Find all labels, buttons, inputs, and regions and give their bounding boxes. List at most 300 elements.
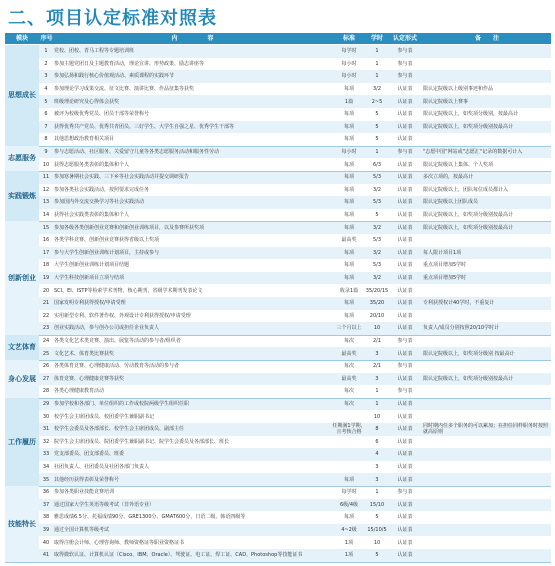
row-standard: 每小时 — [341, 73, 357, 80]
row-remark: "志愿中国"网站或"志愿汇"记录的数据可计入 — [423, 149, 523, 156]
row-standard: 每项 — [343, 224, 354, 231]
row-remark — [423, 398, 549, 411]
row-standard: 每次 — [343, 401, 354, 408]
table-row — [39, 461, 551, 474]
row-content: 参与大学生创新创业训练计划项目，主持或参与 — [54, 249, 160, 256]
row-content: 体育竞赛、心理健康竞赛等获奖 — [54, 375, 125, 382]
row-standard: 4~2级 — [341, 527, 357, 534]
row-standard: 每学时 — [341, 48, 357, 55]
row-standard: 每项 — [343, 514, 354, 521]
row-credit: 6 — [375, 438, 379, 445]
row-content: 各类学科竞赛、创新创业竞赛获得省级以上奖项 — [54, 237, 160, 244]
row-remark — [423, 58, 549, 71]
row-form: 认证表 — [397, 514, 413, 521]
row-form: 认证表 — [397, 111, 413, 118]
row-remark: 同时期内任多个职务的可以累加；在担任同样职务时按照就高原则 — [423, 423, 549, 436]
row-remark — [423, 335, 549, 348]
row-content: 班级理论研究及心得体会获奖 — [54, 98, 120, 105]
row-form: 认证表 — [397, 98, 413, 105]
table-row — [39, 70, 551, 83]
table-row — [39, 121, 551, 134]
row-remark — [423, 524, 549, 537]
table-row — [39, 486, 551, 499]
row-form: 认证表 — [397, 86, 413, 93]
row-credit: 1 — [375, 388, 379, 395]
row-credit: 5 — [375, 111, 379, 118]
row-credit: 15/10/5 — [367, 527, 387, 534]
row-remark — [423, 549, 549, 562]
row-credit: 3 — [375, 375, 379, 382]
row-form: 认证表 — [397, 375, 413, 382]
category-cell: 实践锻炼 — [5, 171, 39, 221]
row-form: 认证表 — [397, 539, 413, 546]
row-number: 8 — [44, 136, 48, 143]
table-row — [39, 95, 551, 108]
row-content: 参加主题党团日及主题教育活动，理论宣讲、形势政策、励志讲座等 — [54, 60, 205, 67]
section-divider — [5, 360, 551, 361]
section-divider — [5, 398, 551, 399]
header-credit: 学时 — [370, 35, 383, 42]
row-number: 38 — [42, 514, 50, 521]
row-number: 15 — [42, 224, 50, 231]
row-content: 参加各级各类创新创业竞赛和创新创业训练项目，以及参赛所获奖项 — [54, 224, 205, 231]
row-content: 其他思想政治教育相关项目 — [54, 136, 115, 143]
row-number: 25 — [42, 350, 50, 357]
row-standard: 每次 — [343, 388, 354, 395]
row-number: 20 — [42, 287, 50, 294]
row-credit: 3 — [375, 476, 379, 483]
table-row — [39, 524, 551, 537]
row-content: 实用新型专利、软件著作权、外观设计专利获得授权/申请受理 — [54, 312, 191, 319]
row-remark — [423, 360, 549, 373]
section-divider — [5, 335, 551, 336]
row-form: 认证表 — [397, 186, 413, 193]
row-remark — [423, 499, 549, 512]
row-standard: 最高奖 — [341, 350, 357, 357]
row-number: 21 — [42, 300, 50, 307]
row-form: 认证表 — [397, 438, 413, 445]
row-standard: 每项 — [343, 123, 354, 130]
row-standard: 每项 — [343, 212, 354, 219]
row-content: 通过国家大学生英语等级考试（非外语专业） — [54, 501, 155, 508]
row-content: 国家发明专利获得授权/申请受理 — [54, 300, 126, 307]
row-content: 校学生会委员及各部部长、校学生会主席团成员、副部主任 — [54, 426, 185, 433]
row-standard: 每小时 — [341, 60, 357, 67]
table-row — [39, 473, 551, 486]
table-row — [39, 108, 551, 121]
row-standard: 最高奖 — [341, 237, 357, 244]
row-credit: 10 — [373, 325, 381, 332]
row-form: 认证表 — [397, 552, 413, 559]
row-number: 29 — [42, 401, 50, 408]
category-cell: 思想成长 — [5, 45, 39, 146]
row-number: 9 — [44, 149, 48, 156]
row-number: 4 — [44, 86, 48, 93]
row-remark — [423, 133, 549, 146]
row-credit: 10 — [373, 413, 381, 420]
row-standard: 每项 — [343, 199, 354, 206]
row-number: 39 — [42, 527, 50, 534]
row-credit: 5/3 — [372, 174, 382, 181]
row-content: 参加理论学习成果交流、征文比赛、演讲比赛、作品征集等获奖 — [54, 86, 195, 93]
row-number: 19 — [42, 275, 50, 282]
standards-table — [5, 33, 551, 564]
table-row — [39, 284, 551, 297]
row-credit: 5/3 — [372, 262, 382, 269]
row-content: 党支部委员、团支部委员、班委 — [54, 451, 125, 458]
row-credit: 2/1 — [372, 338, 382, 345]
row-content: 大学生科技创新项目立项与结项 — [54, 275, 125, 282]
section-divider — [5, 171, 551, 172]
row-remark: 限认定院级以上，如奖项分级别按最高计 — [423, 224, 514, 231]
row-standard: 三个月以上 — [336, 325, 362, 332]
header-content: 内 容 — [171, 35, 214, 42]
row-standard: 每次 — [343, 338, 354, 345]
row-remark: 每人限计项目1项 — [423, 249, 462, 256]
row-number: 37 — [42, 501, 50, 508]
row-content: SCI、EI、ISTP等检索学术刊物、核心期刊、省级学术期刊发表论文 — [54, 287, 203, 294]
row-number: 28 — [42, 388, 50, 395]
section-divider — [5, 562, 551, 563]
row-number: 11 — [42, 174, 50, 181]
row-standard: 每项 — [343, 111, 354, 118]
table-row — [39, 398, 551, 411]
row-number: 34 — [42, 464, 50, 471]
row-remark — [423, 436, 549, 449]
row-content: 参加寒暑期社会实践、三下乡等社会实践活动并提交调研报告 — [54, 174, 190, 181]
row-number: 31 — [42, 426, 50, 433]
row-content: 取得注册会计师、心理咨询师、教师资格证等职业资格证书 — [54, 539, 185, 546]
row-standard — [331, 410, 367, 423]
row-standard — [331, 461, 367, 474]
row-credit: 1 — [375, 48, 379, 55]
row-standard: 每项 — [343, 86, 354, 93]
row-credit: 10 — [373, 539, 381, 546]
table-row — [39, 347, 551, 360]
row-form: 认证表 — [397, 237, 413, 244]
table-row — [39, 536, 551, 549]
row-content: 校学生会主席团成员、校团委学生兼职副书记 — [54, 413, 155, 420]
row-number: 16 — [42, 237, 50, 244]
table-row — [39, 549, 551, 562]
header-remark: 备 注 — [474, 35, 499, 42]
row-credit: 3/2 — [372, 186, 382, 193]
row-form: 认证表 — [397, 275, 413, 282]
row-form: 认证表 — [397, 161, 413, 168]
row-content: 取得微软认证、计算机认证（Cisco、IBM、Oracle）、驾驶证、电工证、焊工证、CAD、Photoshop等技能证书 — [54, 552, 303, 559]
row-number: 41 — [42, 552, 50, 559]
row-form: 认证表 — [397, 413, 413, 420]
row-remark: 限认定院级以上，如奖项分级别按最高计 — [423, 375, 514, 382]
row-number: 18 — [42, 262, 50, 269]
table-row — [39, 45, 551, 58]
row-credit: 3 — [375, 464, 379, 471]
row-form: 认证表 — [397, 174, 413, 181]
row-content: 大学生创新创业训练计划项目结题 — [54, 262, 130, 269]
row-remark: 负责人/成员分别按照20/10学时计 — [423, 325, 500, 332]
row-credit: 5/3 — [372, 237, 382, 244]
row-standard: 最高奖 — [341, 375, 357, 382]
row-standard: 每项 — [343, 262, 354, 269]
row-form: 参与表 — [397, 73, 413, 80]
table-row — [39, 335, 551, 348]
row-form: 认证表 — [397, 401, 413, 408]
header-standard: 标准 — [342, 35, 355, 42]
page-title: 二、项目认定标准对照表 — [8, 8, 217, 29]
table-row — [39, 499, 551, 512]
row-remark — [423, 486, 549, 499]
table-row — [39, 272, 551, 285]
row-number: 26 — [42, 363, 50, 370]
row-credit: 2/1 — [372, 363, 382, 370]
row-content: 创业实践活动，参与创办公司或担任企业负责人 — [54, 325, 160, 332]
row-number: 13 — [42, 199, 50, 206]
row-form: 参与表 — [397, 388, 413, 395]
row-content: 参加国内外交流交换学习等社会实践活动 — [54, 199, 145, 206]
row-content: 其他经历获得表彰及荣誉称号 — [54, 476, 120, 483]
row-credit: 8 — [375, 426, 379, 433]
table-row — [39, 83, 551, 96]
row-remark: 限认定院级以上，如奖项分级别按最高计 — [423, 123, 514, 130]
row-form: 认证表 — [397, 123, 413, 130]
row-form: 参与表 — [397, 48, 413, 55]
row-form: 认证表 — [397, 312, 413, 319]
row-form: 认证表 — [397, 212, 413, 219]
row-number: 17 — [42, 249, 50, 256]
header-form: 认定形式 — [392, 35, 417, 42]
row-remark — [423, 473, 549, 486]
table-row — [39, 247, 551, 260]
row-content: 参加弘扬和践行核心价值观活动、素质课程的实践环节 — [54, 73, 175, 80]
row-credit: 20/10 — [369, 312, 385, 319]
row-form: 认证表 — [397, 464, 413, 471]
row-remark: 重点项目增加5学时 — [423, 275, 467, 282]
table-row — [39, 146, 551, 159]
row-remark — [423, 310, 549, 323]
table-row — [39, 436, 551, 449]
row-number: 12 — [42, 186, 50, 193]
row-form: 认证表 — [397, 199, 413, 206]
row-number: 3 — [44, 73, 48, 80]
table-row — [39, 171, 551, 184]
row-form: 认证表 — [397, 527, 413, 534]
row-form: 参与表 — [397, 60, 413, 67]
row-remark: 重点项目增加5学时 — [423, 262, 467, 269]
row-standard: 每项 — [343, 249, 354, 256]
row-content: 参加各类社会实践活动，按照要求完成任务 — [54, 186, 150, 193]
header-no: 序号 — [40, 35, 53, 42]
table-row — [39, 322, 551, 335]
row-credit: 3 — [375, 350, 379, 357]
row-form: 参与表 — [397, 489, 413, 496]
row-credit: 3/2 — [372, 224, 382, 231]
row-content: 各类心理健康教育活动 — [54, 388, 105, 395]
row-form: 认证表 — [397, 287, 413, 294]
row-credit: 6/3 — [372, 161, 382, 168]
section-divider — [5, 221, 551, 222]
category-cell: 身心发展 — [5, 360, 39, 398]
row-content: 各类体育竞赛、心理健康活动、劳动教育等活动的参与者 — [54, 363, 180, 370]
table-row — [39, 448, 551, 461]
row-remark: 限认定院级以上团队成员 — [423, 199, 479, 206]
row-standard: 每项 — [343, 161, 354, 168]
row-content: 获得优秀共产党员、优秀共青团员、三好学生、大学生自强之星、优秀学生干部等 — [54, 123, 235, 130]
row-content: 院学生会主席团成员、院团委学生兼职副书记、院学生会委员及各部部长、班长 — [54, 438, 230, 445]
row-standard: 6级/4级 — [339, 501, 359, 508]
row-number: 22 — [42, 312, 50, 319]
category-cell: 志愿服务 — [5, 146, 39, 171]
category-cell: 技能特长 — [5, 486, 39, 562]
row-remark: 限认定院级以上赛事 — [423, 98, 469, 105]
row-standard: 每项 — [343, 186, 354, 193]
row-form: 认证表 — [397, 136, 413, 143]
row-number: 36 — [42, 489, 50, 496]
table-row — [39, 385, 551, 398]
row-standard: 每项 — [343, 476, 354, 483]
row-remark — [423, 536, 549, 549]
row-number: 32 — [42, 438, 50, 445]
table-row — [39, 196, 551, 209]
row-credit: 3/2 — [372, 86, 382, 93]
row-form: 认证表 — [397, 501, 413, 508]
category-cell: 创新创业 — [5, 221, 39, 334]
row-standard: 每次 — [343, 363, 354, 370]
row-standard: 每学时 — [341, 489, 357, 496]
row-credit: 3/2 — [372, 249, 382, 256]
table-row — [39, 221, 551, 234]
row-form: 参与表 — [397, 363, 413, 370]
row-form: 认证表 — [397, 262, 413, 269]
row-remark: 限认定院级以上，如奖项分级别 按最高计 — [423, 350, 515, 357]
table-row — [39, 310, 551, 323]
table-row — [39, 58, 551, 71]
row-form: 认证表 — [397, 426, 413, 433]
row-form: 认证表 — [397, 350, 413, 357]
row-remark — [423, 284, 549, 297]
row-standard — [331, 436, 367, 449]
row-number: 33 — [42, 451, 50, 458]
row-standard: 每小时 — [341, 149, 357, 156]
row-credit: 35/20/15 — [365, 287, 389, 294]
section-divider — [5, 486, 551, 487]
row-remark: 限认定院级以上，团队每位成员都计入 — [423, 186, 509, 193]
row-credit: 1 — [375, 489, 379, 496]
row-standard: 每项 — [343, 275, 354, 282]
table-row — [39, 184, 551, 197]
row-standard: 每项 — [343, 300, 354, 307]
row-number: 24 — [42, 338, 50, 345]
table-header — [5, 34, 551, 44]
row-content: 参加各类职业技能竞赛培训 — [54, 489, 115, 496]
row-number: 14 — [42, 212, 50, 219]
row-remark — [423, 70, 549, 83]
row-standard — [331, 448, 367, 461]
row-form: 认证表 — [397, 325, 413, 332]
row-number: 30 — [42, 413, 50, 420]
row-standard: 1项 — [344, 552, 354, 559]
row-remark — [423, 448, 549, 461]
row-content: 社团负责人、社团委员及社团各部门负责人 — [54, 464, 150, 471]
row-remark: 多次立项的，按最高计 — [423, 174, 474, 181]
row-content: 各类文化艺术类竞赛、演出、展览等活动的参与者/组织者 — [54, 338, 181, 345]
row-number: 7 — [44, 123, 48, 130]
row-credit: 5 — [375, 552, 379, 559]
row-content: 通过全国计算机等级考试 — [54, 527, 110, 534]
row-standard: 收录1篇 — [339, 287, 359, 294]
row-credit: 3/2 — [372, 275, 382, 282]
row-remark: 限认定院级以上集体、个人奖项 — [423, 161, 494, 168]
row-credit: 4 — [375, 451, 379, 458]
table-row — [39, 259, 551, 272]
row-standard: 任期满1学期，且考核合格 — [332, 423, 366, 436]
row-remark — [423, 461, 549, 474]
table-row — [39, 410, 551, 423]
row-number: 6 — [44, 111, 48, 118]
table-row — [39, 511, 551, 524]
row-remark: 限认定院级以上，如奖项分级别，按最高计 — [423, 111, 519, 118]
row-remark — [423, 511, 549, 524]
row-form: 认证表 — [397, 249, 413, 256]
row-credit: 1 — [375, 401, 379, 408]
row-form: 参与表 — [397, 338, 413, 345]
row-remark: 限认定院级以上级别事迹和作品 — [423, 86, 494, 93]
row-number: 35 — [42, 476, 50, 483]
table-row — [39, 373, 551, 386]
row-number: 5 — [44, 98, 48, 105]
row-number: 27 — [42, 375, 50, 382]
row-credit: 1 — [375, 60, 379, 67]
row-credit: 5 — [375, 514, 379, 521]
row-content: 获得社会实践类表彰的集体和个人 — [54, 212, 130, 219]
row-remark — [423, 385, 549, 398]
row-standard: 每项 — [343, 312, 354, 319]
row-content: 获得志愿服务类表彰的集体和个人 — [54, 161, 130, 168]
table-row — [39, 234, 551, 247]
row-content: 参与志愿活动、社区服务、关爱留守儿童等各类志愿服务活动和服务性劳动 — [54, 149, 220, 156]
row-credit: 1 — [375, 149, 379, 156]
row-number: 10 — [42, 161, 50, 168]
row-number: 2 — [44, 60, 48, 67]
row-form: 认证表 — [397, 224, 413, 231]
row-remark: 专利获授权计40学时，不重复计 — [423, 300, 495, 307]
row-remark: 限认定院级以上，如奖项分级别按最高计 — [423, 212, 514, 219]
row-content: 雅思成绩6.5分、托福成绩90分、GRE1300分、GMAT600分，日语二级、韩语四级等 — [54, 514, 246, 521]
row-content: 参加学校和各部门、单位组织的工作或校院两级学生组织任职 — [54, 401, 190, 408]
row-credit: 1 — [375, 73, 379, 80]
row-standard: 1篇 — [344, 98, 354, 105]
row-remark — [423, 45, 549, 58]
table-row — [39, 297, 551, 310]
row-credit: 35/20 — [369, 300, 385, 307]
row-form: 认证表 — [397, 476, 413, 483]
header-category: 模块 — [15, 35, 28, 42]
row-credit: 2~5 — [371, 98, 383, 105]
row-standard: 每项 — [343, 174, 354, 181]
category-cell: 工作履历 — [5, 398, 39, 486]
row-credit: 5 — [375, 123, 379, 130]
row-number: 1 — [44, 48, 48, 55]
row-content: 党校、团校、青马工程等专题培训班 — [54, 48, 135, 55]
table-row — [39, 209, 551, 222]
table-row — [39, 158, 551, 171]
table-row — [39, 423, 551, 436]
row-number: 40 — [42, 539, 50, 546]
row-standard: 每项 — [343, 136, 354, 143]
row-form: 认证表 — [397, 300, 413, 307]
row-remark — [423, 234, 549, 247]
row-remark — [423, 410, 549, 423]
row-credit: 15/10 — [369, 501, 385, 508]
